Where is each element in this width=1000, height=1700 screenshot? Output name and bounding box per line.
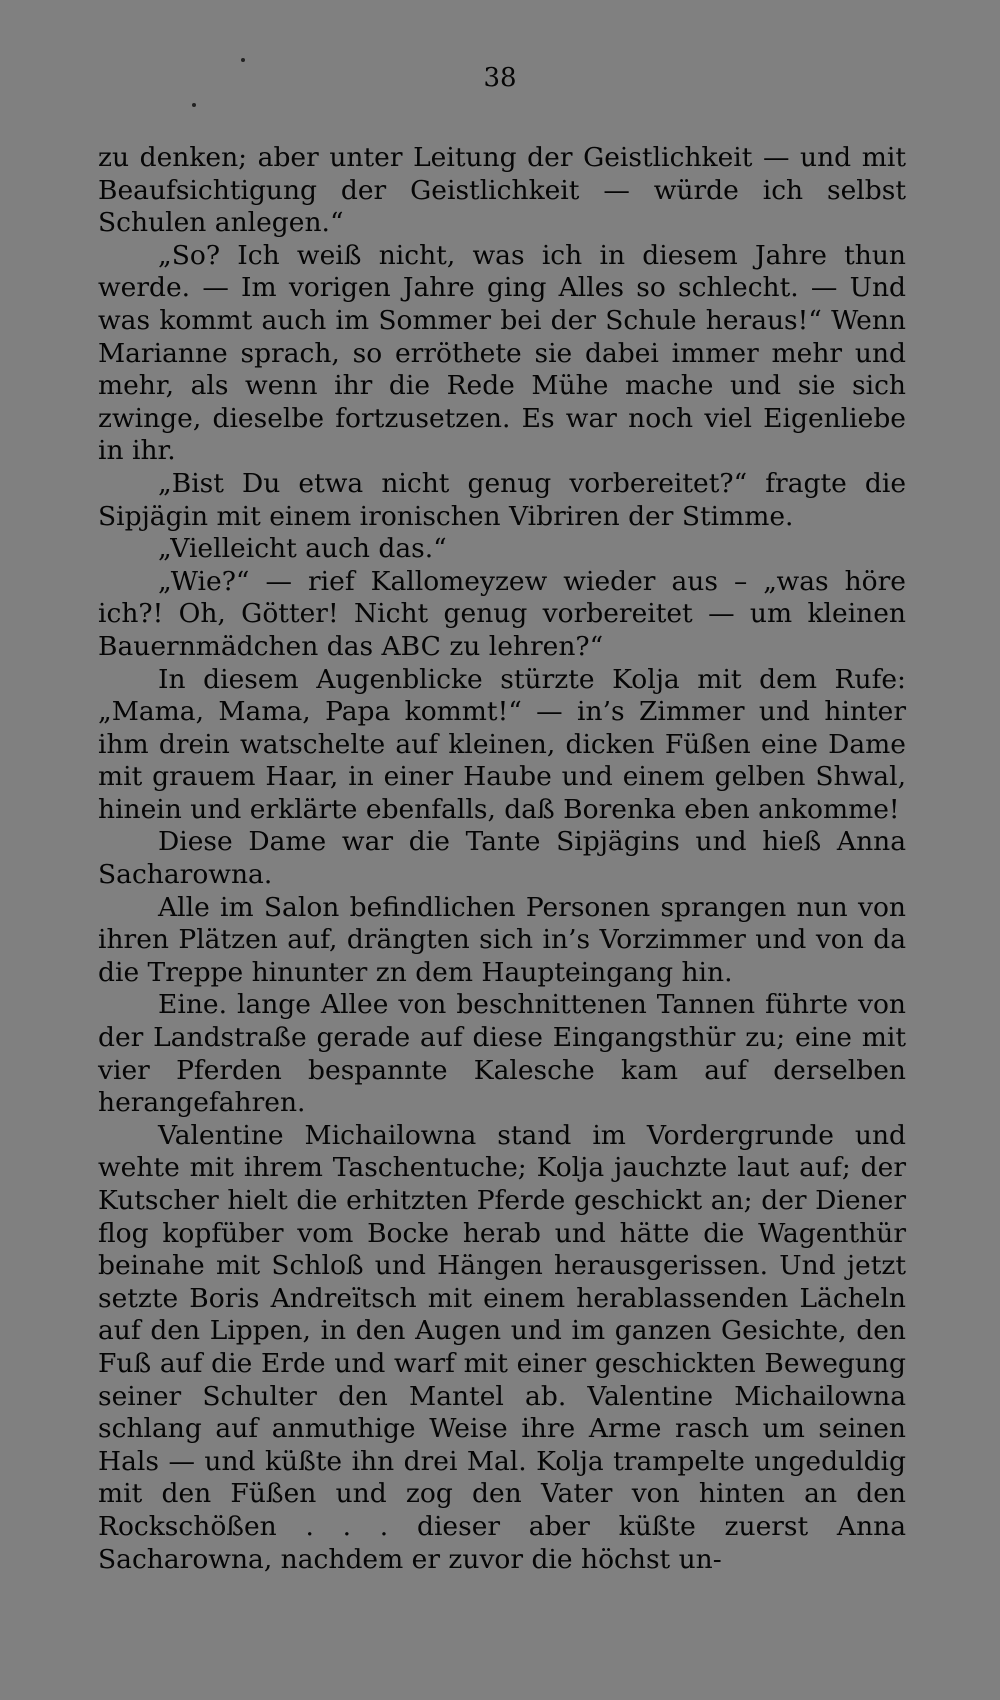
page-text <box>98 142 906 1576</box>
paragraph: Valentine Michailowna stand im Vordergrunde und wehte mit ihrem Taschentuche; Kolja jauchzte laut auf; der Kutscher hielt die erhitzten Pferde geschickt an; der Diener flog kopfüber vom Bocke herab und hätte die Wagenthür beinahe mit Schloß und Hängen herausgerissen. Und jetzt setzte Boris Andreïtsch mit einem herablassenden Lächeln auf den Lippen, in den Augen und im ganzen Gesichte, den Fuß auf die Erde und warf mit einer geschickten Bewegung seiner Schulter den Mantel ab. Valentine Michailowna schlang auf anmuthige Weise ihre Arme rasch um seinen Hals — und küßte ihn drei Mal. Kolja trampelte ungeduldig mit den Füßen und zog den Vater von hinten an den Rockschößen . . . dieser aber küßte zuerst Anna Sacharowna, nachdem er zuvor die höchst un- <box>98 1119 906 1575</box>
paragraph: „So? Ich weiß nicht, was ich in diesem Jahre thun werde. — Im vorigen Jahre ging Alles so schlecht. — Und was kommt auch im Sommer bei der Schule heraus!“ Wenn Marianne sprach, so erröthete sie dabei immer mehr und mehr, als wenn ihr die Rede Mühe mache und sie sich zwinge, dieselbe fortzusetzen. Es war noch viel Eigenliebe in ihr. <box>98 239 906 467</box>
print-speck <box>192 103 196 107</box>
paragraph: „Vielleicht auch das.“ <box>158 533 447 565</box>
paragraph: Eine. lange Allee von beschnittenen Tannen führte von der Landstraße gerade auf diese Eingangsthür zu; eine mit vier Pferden bespannte Kalesche kam auf derselben herangefahren. <box>98 989 906 1119</box>
paragraph: „Wie?“ — rief Kallomeyzew wieder aus – „was höre ich?! Oh, Götter! Nicht genug vorbereitet — um kleinen Bauernmädchen das ABC zu lehren?“ <box>98 565 906 662</box>
paragraph: „Bist Du etwa nicht genug vorbereitet?“ fragte die Sipjägin mit einem ironischen Vibriren der Stimme. <box>98 467 906 532</box>
paragraph: In diesem Augenblicke stürzte Kolja mit dem Rufe: „Mama, Mama, Papa kommt!“ — in’s Zimmer und hinter ihm drein watschelte auf kleinen, dicken Füßen eine Dame mit grauem Haar, in einer Haube und einem gelben Shwal, hinein und erklärte ebenfalls, daß Borenka eben ankomme! <box>98 663 906 825</box>
paragraph: zu denken; aber unter Leitung der Geistlichkeit — und mit Beaufsichtigung der Geistlichkeit — würde ich selbst Schulen anlegen.“ <box>98 142 906 239</box>
page-number: 38 <box>483 63 517 93</box>
paragraph: Diese Dame war die Tante Sipjägins und hieß Anna Sacharowna. <box>98 826 906 891</box>
paragraph: Alle im Salon befindlichen Personen sprangen nun von ihren Plätzen auf, drängten sich in’s Vorzimmer und von da die Treppe hinunter zn dem Haupteingang hin. <box>98 891 906 988</box>
